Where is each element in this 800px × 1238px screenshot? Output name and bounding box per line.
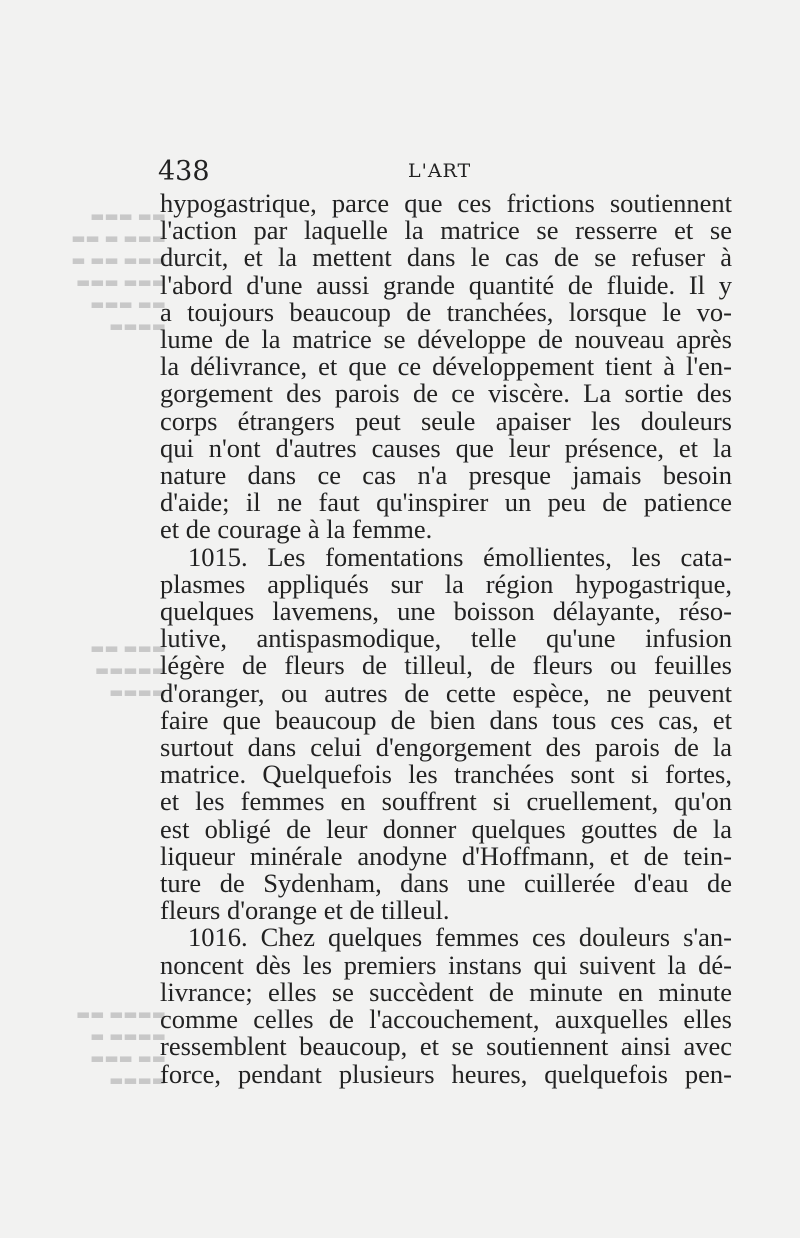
- text-line: l'abord d'une aussi grande quantité de fluide. Il y: [160, 269, 732, 300]
- text-line: lume de la matrice se développe de nouveau après: [160, 324, 732, 355]
- text-line: livrance; elles se succèdent de minute en minute: [160, 976, 732, 1007]
- text-line: 1016. Chez quelques femmes ces douleurs s'an-: [188, 922, 732, 953]
- text-line: comme celles de l'accouchement, auxquelles elles: [160, 1004, 732, 1035]
- text-line: légère de fleurs de tilleul, de fleurs ou feuilles: [160, 650, 732, 681]
- body-text: [160, 190, 732, 1088]
- text-line: corps étrangers peut seule apaiser les douleurs: [160, 405, 732, 436]
- text-line: nature dans ce cas n'a presque jamais besoin: [160, 460, 732, 491]
- text-line: faire que beaucoup de bien dans tous ces cas, et: [160, 704, 732, 735]
- text-line: force, pendant plusieurs heures, quelquefois pen-: [160, 1058, 732, 1089]
- text-line: 1015. Les fomentations émollientes, les cata-: [188, 541, 732, 572]
- text-line: plasmes appliqués sur la région hypogastrique,: [160, 568, 732, 599]
- page-number: 438: [158, 156, 210, 187]
- text-line: d'aide; il ne faut qu'inspirer un peu de patience: [160, 487, 732, 518]
- text-line: lutive, antispasmodique, telle qu'une infusion: [160, 623, 732, 654]
- text-line: est obligé de leur donner quelques gouttes de la: [160, 813, 732, 844]
- text-line: l'action par laquelle la matrice se resserre et se: [160, 215, 732, 246]
- text-line: quelques lavemens, une boisson délayante, réso-: [160, 596, 732, 627]
- text-line: hypogastrique, parce que ces frictions soutiennent: [160, 188, 732, 218]
- text-line: d'oranger, ou autres de cette espèce, ne peuvent: [160, 677, 732, 708]
- text-line: fleurs d'orange et de tilleul.: [160, 895, 450, 926]
- text-line: liqueur minérale anodyne d'Hoffmann, et de tein-: [160, 840, 732, 871]
- text-line: la délivrance, et que ce développement tient à l'en-: [160, 351, 732, 382]
- paragraph: [160, 924, 732, 1087]
- text-line: et de courage à la femme.: [160, 514, 433, 545]
- text-line: gorgement des parois de ce viscère. La sortie des: [160, 378, 732, 409]
- text-line: ture de Sydenham, dans une cuillerée d'eau de: [160, 868, 732, 899]
- text-line: qui n'ont d'autres causes que leur présence, et la: [160, 432, 732, 463]
- text-line: matrice. Quelquefois les tranchées sont si fortes,: [160, 759, 732, 790]
- paragraph: [160, 541, 732, 926]
- text-line: surtout dans celui d'engorgement des parois de la: [160, 732, 732, 763]
- running-head: L'ART: [408, 160, 472, 182]
- text-line: durcit, et la mettent dans le cas de se refuser à: [160, 242, 732, 273]
- text-line: ressemblent beaucoup, et se soutiennent ainsi avec: [160, 1031, 732, 1062]
- bleed-through-text: ▬▬ ▬▬▬ ▬▬▬ ▬ ▬▬ ▬▬▬ ▬▬ ▬ ▬▬▬ ▬▬▬ ▬▬ ▬▬▬ ▬▬▬▬ ▬▬▬ ▬▬ ▬▬▬▬▬ ▬▬▬▬ ▬▬▬▬ ▬▬ ▬▬▬▬ ▬ ▬▬ ▬▬▬ ▬▬▬▬: [71, 207, 166, 1089]
- paragraph: [160, 190, 732, 544]
- text-line: noncent dès les premiers instans qui suivent la dé-: [160, 949, 732, 980]
- text-line: et les femmes en souffrent si cruellement, qu'on: [160, 786, 732, 817]
- text-line: a toujours beaucoup de tranchées, lorsque le vo-: [160, 296, 732, 327]
